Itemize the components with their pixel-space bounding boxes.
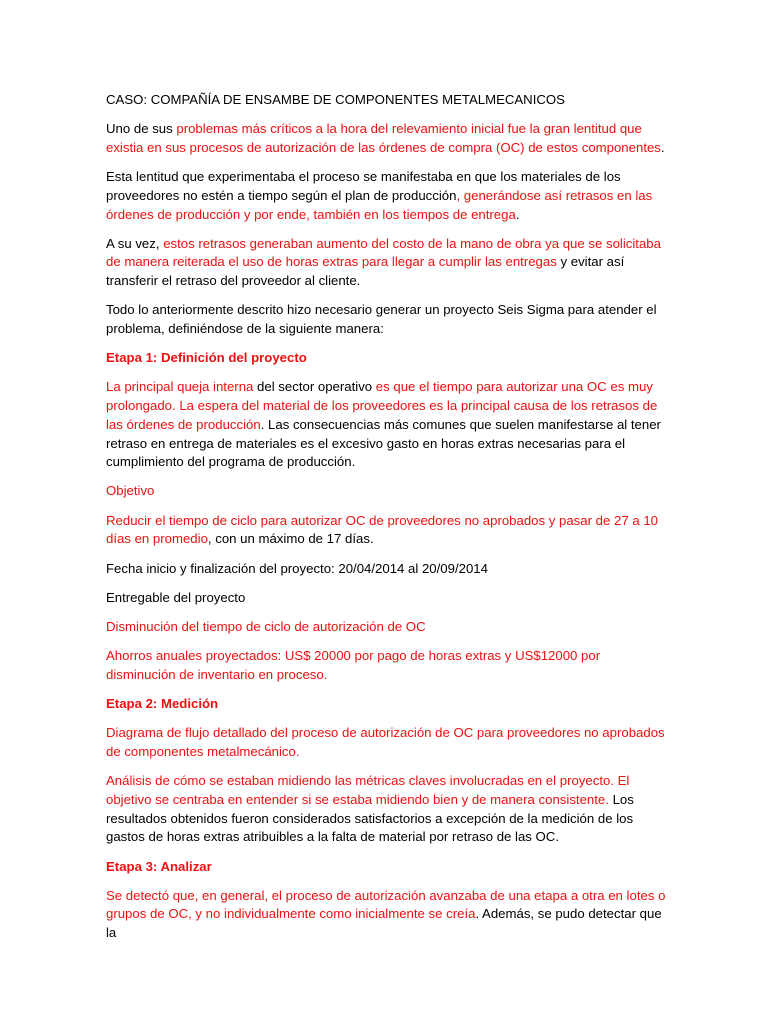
text-span: .	[660, 139, 665, 155]
highlighted-text: La principal queja interna	[106, 379, 254, 395]
document-page	[106, 91, 666, 953]
text-span: .	[515, 206, 520, 222]
stage-2-heading: Etapa 2: Medición	[106, 696, 219, 712]
text-span: . Además, se pudo detectar que la	[106, 906, 662, 941]
highlighted-text: Se detectó que, en general, el proceso de autorización avanzaba de una etapa a otra en lotes o grupos de OC, y no individualmente como inicialmente se creía	[106, 887, 666, 922]
stage-3-heading: Etapa 3: Analizar	[106, 858, 212, 874]
paragraph-definition	[106, 378, 666, 472]
paragraph-slowness	[106, 168, 666, 224]
text-span: Los resultados obtenidos fueron considerados satisfactorios a excepción de la medición de los gastos de horas extras atribuibles a la falta de material por retraso de las OC.	[106, 791, 634, 845]
text-span: . Las consecuencias más comunes que suelen manifestarse al tener retraso en entrega de materiales es el excesivo gasto en horas extras necesarias para el cumplimiento del programa de producción.	[106, 416, 661, 470]
text-span: , con un máximo de 17 días.	[207, 531, 374, 547]
paragraph-analysis	[106, 887, 666, 943]
highlighted-text: es que el tiempo para autorizar una OC es muy prolongado. La espera del material de los proveedores es la principal causa de los retrasos de las órdenes de producción	[106, 379, 658, 432]
document-title: CASO: COMPAÑÍA DE ENSAMBE DE COMPONENTES METALMECANICOS	[106, 92, 565, 107]
text-span: A su vez,	[106, 235, 164, 251]
highlighted-text: problemas más críticos a la hora del relevamiento inicial fue la gran lentitud que existia en sus procesos de autorización de las órdenes de compra (OC) de estos componentes	[106, 121, 661, 155]
highlighted-text: estos retrasos generaban aumento del costo de la mano de obra ya que se solicitaba de manera reiterada el uso de horas extras para llegar a cumplir las entregas	[106, 235, 661, 270]
paragraph-savings: Ahorros anuales proyectados: US$ 20000 por pago de horas extras y US$12000 por disminución de inventario en proceso.	[106, 648, 601, 682]
highlighted-text: Reducir el tiempo de ciclo para autorizar OC de proveedores no aprobados y pasar de 27 a 10 días en promedio	[106, 512, 659, 547]
highlighted-text: , generándose así retrasos en las órdenes de producción y por ende, también en los tiempos de entrega	[106, 187, 653, 222]
paragraph-intro	[106, 120, 666, 157]
text-span: y evitar así transferir el retraso del proveedor al cliente.	[106, 254, 625, 289]
text-span: del sector operativo	[253, 379, 376, 395]
paragraph-metrics-analysis	[106, 772, 666, 847]
paragraph-dates: Fecha inicio y finalización del proyecto: 20/04/2014 al 20/09/2014	[106, 560, 488, 576]
paragraph-deliverable: Disminución del tiempo de ciclo de autorización de OC	[106, 618, 426, 634]
paragraph-flow-diagram: Diagrama de flujo detallado del proceso de autorización de OC para proveedores no aprobados de componentes metalmecánico.	[106, 725, 665, 759]
paragraph-deliverable-label: Entregable del proyecto	[106, 589, 246, 605]
text-span: Uno de sus	[106, 121, 177, 137]
paragraph-six-sigma: Todo lo anteriormente descrito hizo necesario generar un proyecto Seis Sigma para atender el problema, definiéndose de la siguiente manera:	[106, 302, 657, 337]
paragraph-objective	[106, 512, 666, 549]
stage-1-heading: Etapa 1: Definición del proyecto	[106, 350, 307, 366]
text-span: Esta lentitud que experimentaba el proceso se manifestaba en que los materiales de los proveedores no estén a tiempo según el plan de producción	[106, 169, 621, 203]
highlighted-text: Análisis de cómo se estaban midiendo las métricas claves involucradas en el proyecto. El objetivo se centraba en entender si se estaba midiendo bien y de manera consistente.	[106, 773, 630, 807]
objective-label: Objetivo	[106, 483, 155, 499]
paragraph-costs	[106, 235, 666, 291]
